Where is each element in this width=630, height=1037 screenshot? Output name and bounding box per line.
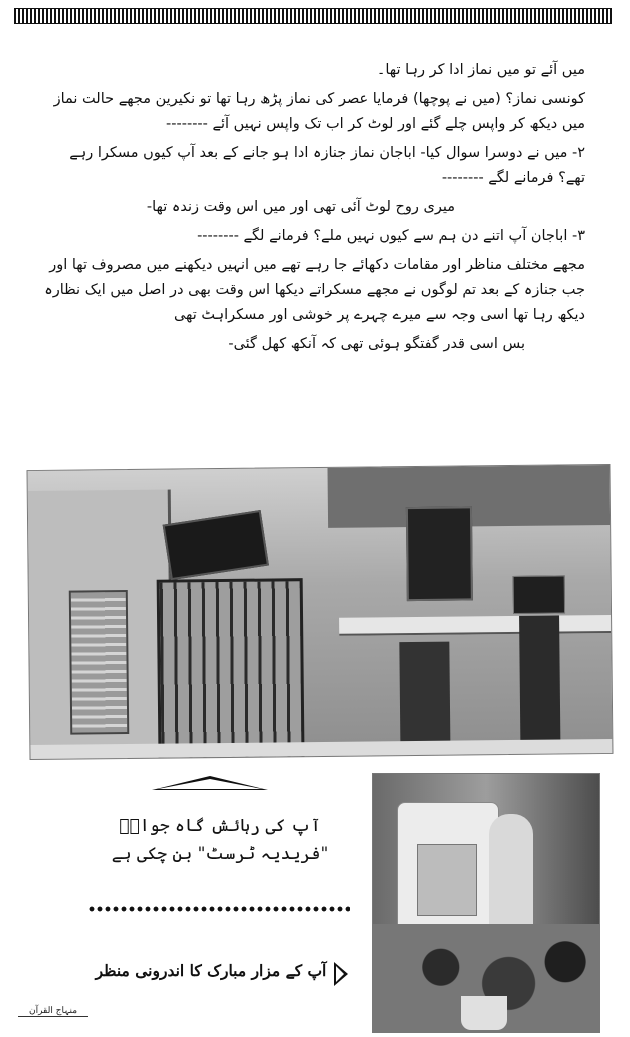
residence-photo: [26, 464, 613, 760]
top-decorative-border: [14, 8, 612, 24]
paragraph-3: ۲- میں نے دوسرا سوال کیا- اباجان نماز جنازہ ادا ہو جانے کے بعد آپ کیوں مسکرا رہے تھے؟ فرمانے لگے --------: [69, 145, 585, 186]
paragraph-5: ۳- اباجان آپ اتنے دن ہم سے کیوں نہیں ملے؟ فرمانے لگے --------: [197, 228, 585, 244]
residence-caption: آپ کی رہائش گاہ جوابؒ "فریدیہ ٹرسٹ" بن چکی ہے: [111, 816, 329, 864]
photo-plaque: [417, 844, 477, 916]
publisher-mark: منہاج القرآن: [18, 1006, 88, 1017]
dotted-divider: [88, 905, 350, 913]
photo-gate: [157, 578, 305, 760]
tomb-caption: آپ کے مزار مبارک کا اندرونی منظر: [95, 961, 327, 980]
photo-sign: [513, 575, 565, 614]
triangle-ornament: [152, 776, 268, 790]
photo-sign: [406, 506, 473, 601]
paragraph-1: میں آئے تو میں نماز ادا کر رہا تھا۔: [376, 62, 585, 78]
article-text: [40, 58, 585, 361]
paragraph-6: مجھے مختلف مناظر اور مقامات دکھائے جا رہے تھے میں انہیں دیکھنے میں مصروف تھا اور جب جنازہ کے بعد تم لوگوں نے مجھے مسکراتے دیکھا اس وقت بھی در اصل میں ایک نظارہ دیکھ رہا تھا اسی وجہ سے میرے چہرے پر خوشی اور مسکراہٹ تھی: [44, 257, 585, 323]
photo-door: [519, 615, 560, 745]
photo-pot: [461, 996, 507, 1030]
paragraph-2: کونسی نماز؟ (میں نے پوچھا) فرمایا عصر کی نماز پڑھ رہا تھا تو نکیرین مجھے حالت نماز میں دیکھ کر واپس چلے گئے اور لوٹ کر اب تک واپس نہیں آئے --------: [53, 91, 585, 132]
arrow-ornament: [334, 962, 348, 986]
paragraph-7: بس اسی قدر گفتگو ہوئی تھی کہ آنکھ کھل گئی-: [228, 336, 525, 352]
photo-sign: [163, 510, 269, 580]
tomb-photo: [372, 773, 600, 1033]
photo-shutter: [69, 590, 130, 735]
paragraph-4: میری روح لوٹ آئی تھی اور میں اس وقت زندہ تھا-: [146, 199, 455, 215]
photo-door: [399, 642, 450, 753]
photo-awning: [339, 615, 611, 636]
